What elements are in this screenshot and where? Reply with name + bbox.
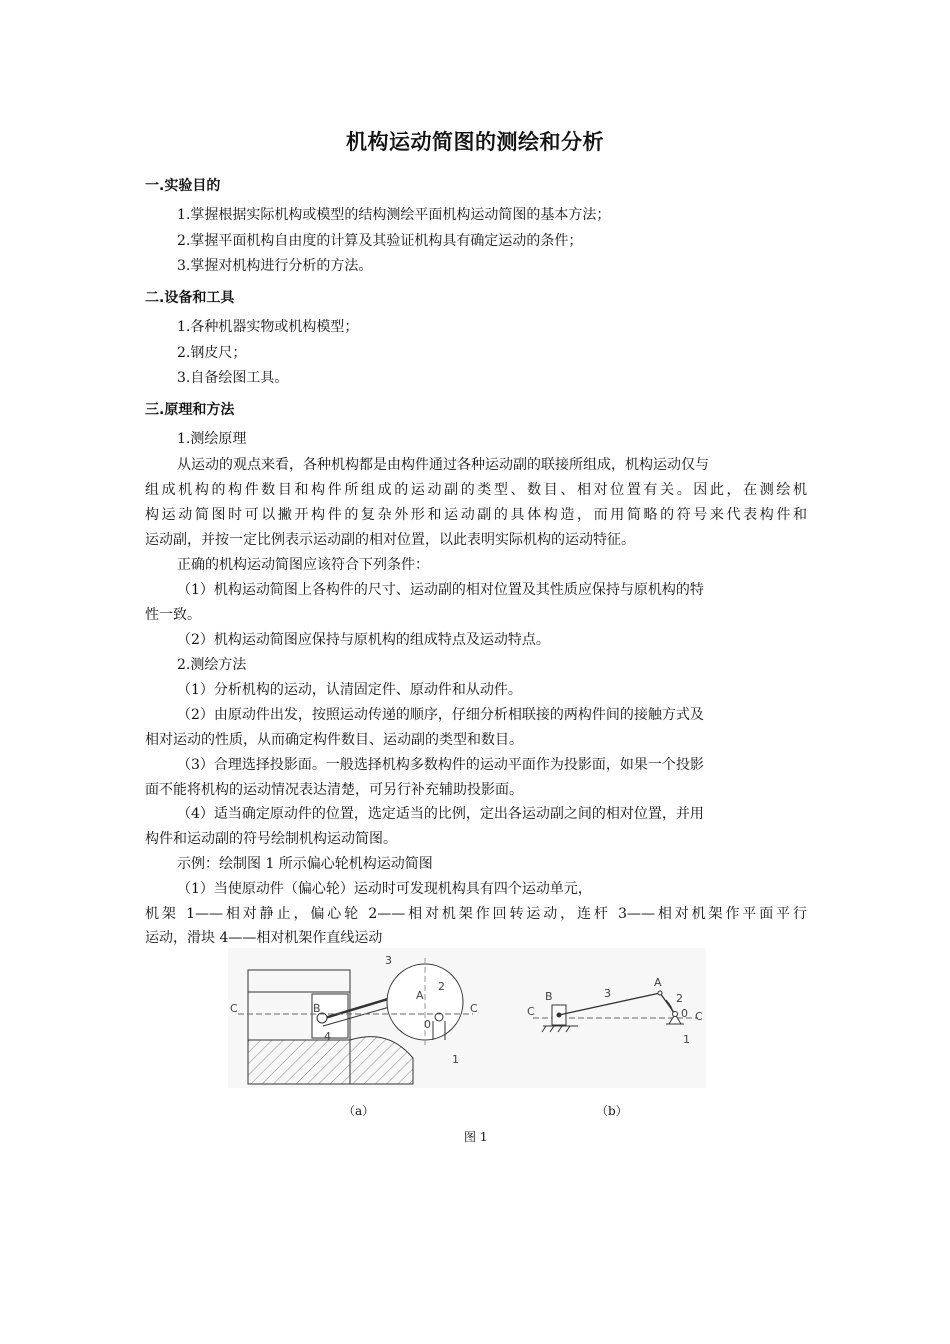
example-line: 运动，滑块 4——相对机架作直线运动 bbox=[145, 930, 383, 946]
method-line: 构件和运动副的符号绘制机构运动简图。 bbox=[145, 831, 397, 847]
caption-b: （b） bbox=[596, 1104, 628, 1118]
method-line: 相对运动的性质，从而确定构件数目、运动副的类型和数目。 bbox=[145, 732, 523, 748]
condition-line: 性一致。 bbox=[145, 607, 201, 623]
equipment-item: 3.自备绘图工具。 bbox=[177, 370, 289, 386]
purpose-item: 2.掌握平面机构自由度的计算及其验证机构具有确定运动的条件； bbox=[177, 233, 583, 249]
label-b-a: A bbox=[654, 976, 662, 989]
paragraph-line: 构运动简图时可以撇开构件的复杂外形和运动副的具体构造，而用简略的符号来代表构件和 bbox=[145, 507, 807, 523]
figure-1-drawing bbox=[228, 948, 706, 1088]
section-heading-purpose: 一.实验目的 bbox=[145, 178, 221, 194]
label-a-1: 1 bbox=[452, 1053, 459, 1066]
subheading-principle: 1.测绘原理 bbox=[177, 431, 247, 447]
figure-caption: 图 1 bbox=[464, 1130, 488, 1144]
equipment-item: 1.各种机器实物或机构模型； bbox=[177, 319, 359, 335]
label-b-b: B bbox=[545, 990, 553, 1003]
condition-line: （1）机构运动简图上各构件的尺寸、运动副的相对位置及其性质应保持与原机构的特 bbox=[177, 582, 704, 598]
label-b-3: 3 bbox=[604, 987, 611, 1000]
method-line: （3）合理选择投影面。一般选择机构多数构件的运动平面作为投影面，如果一个投影 bbox=[177, 757, 704, 773]
label-b-c-right: C bbox=[695, 1010, 703, 1023]
label-a-2: 2 bbox=[438, 980, 445, 993]
label-a-c-right: C bbox=[470, 1002, 478, 1015]
caption-a: （a） bbox=[343, 1104, 375, 1118]
label-b-c-left: C bbox=[527, 1005, 535, 1018]
label-a-o: 0 bbox=[424, 1018, 431, 1031]
example-line: 机架 1——相对静止，偏心轮 2——相对机架作回转运动，连杆 3——相对机架作平面平行 bbox=[145, 906, 807, 922]
method-line: （2）由原动件出发，按照运动传递的顺序，仔细分析相联接的两构件间的接触方式及 bbox=[177, 707, 704, 723]
label-b-o: 0 bbox=[681, 1007, 688, 1020]
label-a-c-left: C bbox=[230, 1002, 238, 1015]
method-line: 面不能将机构的运动情况表达清楚，可另行补充辅助投影面。 bbox=[145, 782, 523, 798]
label-b-2: 2 bbox=[676, 992, 683, 1005]
label-a-3: 3 bbox=[385, 954, 392, 967]
example-line: 示例：绘制图 1 所示偏心轮机构运动简图 bbox=[177, 856, 433, 872]
purpose-item: 3.掌握对机构进行分析的方法。 bbox=[177, 258, 373, 274]
paragraph-line: 运动副，并按一定比例表示运动副的相对位置，以此表明实际机构的运动特征。 bbox=[145, 532, 635, 548]
method-line: （4）适当确定原动件的位置，选定适当的比例，定出各运动副之间的相对位置，并用 bbox=[177, 806, 704, 822]
example-line: （1）当使原动件（偏心轮）运动时可发现机构具有四个运动单元， bbox=[177, 881, 592, 897]
paragraph-line: 正确的机构运动简图应该符合下列条件： bbox=[177, 557, 429, 573]
section-heading-equipment: 二.设备和工具 bbox=[145, 290, 235, 306]
method-line: （1）分析机构的运动，认清固定件、原动件和从动件。 bbox=[177, 682, 522, 698]
subheading-method: 2.测绘方法 bbox=[177, 657, 247, 673]
section-heading-principle: 三.原理和方法 bbox=[145, 402, 235, 418]
label-a-4: 4 bbox=[324, 1030, 331, 1043]
label-a-b: B bbox=[313, 1002, 321, 1015]
condition-line: （2）机构运动简图应保持与原机构的组成特点及运动特点。 bbox=[177, 632, 550, 648]
label-a-a: A bbox=[416, 989, 424, 1002]
paragraph-line: 组成机构的构件数目和构件所组成的运动副的类型、数目、相对位置有关。因此，在测绘机 bbox=[145, 482, 807, 498]
purpose-item: 1.掌握根据实际机构或模型的结构测绘平面机构运动简图的基本方法； bbox=[177, 207, 611, 223]
label-b-1: 1 bbox=[683, 1033, 690, 1046]
frame-base bbox=[248, 1040, 350, 1084]
equipment-item: 2.钢皮尺； bbox=[177, 345, 247, 361]
paragraph-line: 从运动的观点来看，各种机构都是由构件通过各种运动副的联接所组成，机构运动仅与 bbox=[177, 457, 709, 473]
document-title: 机构运动简图的测绘和分析 bbox=[346, 130, 604, 154]
